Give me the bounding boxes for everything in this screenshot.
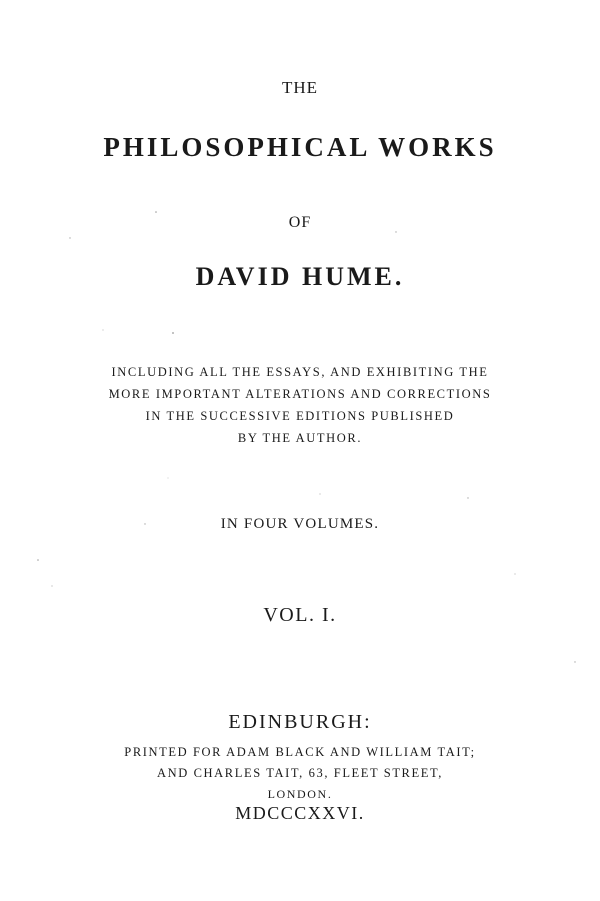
title-of: OF [288, 214, 312, 231]
volume-count: IN FOUR VOLUMES. [220, 516, 380, 532]
imprint-line: LONDON. [267, 787, 333, 801]
pre-title: THE [281, 78, 319, 97]
description-line: IN THE SUCCESSIVE EDITIONS PUBLISHED [145, 409, 455, 423]
imprint-line: PRINTED FOR ADAM BLACK AND WILLIAM TAIT; [124, 745, 476, 759]
publication-year: MDCCCXXVI. [235, 803, 365, 823]
imprint-line: AND CHARLES TAIT, 63, FLEET STREET, [156, 766, 443, 780]
volume-number: VOL. I. [263, 604, 337, 626]
description-line: MORE IMPORTANT ALTERATIONS AND CORRECTIONS [108, 387, 492, 401]
author-name: DAVID HUME. [195, 262, 405, 291]
book-title: PHILOSOPHICAL WORKS [103, 132, 497, 162]
description-line: BY THE AUTHOR. [237, 431, 363, 445]
description-line: INCLUDING ALL THE ESSAYS, AND EXHIBITING THE [111, 365, 489, 379]
publication-city: EDINBURGH: [228, 711, 372, 733]
